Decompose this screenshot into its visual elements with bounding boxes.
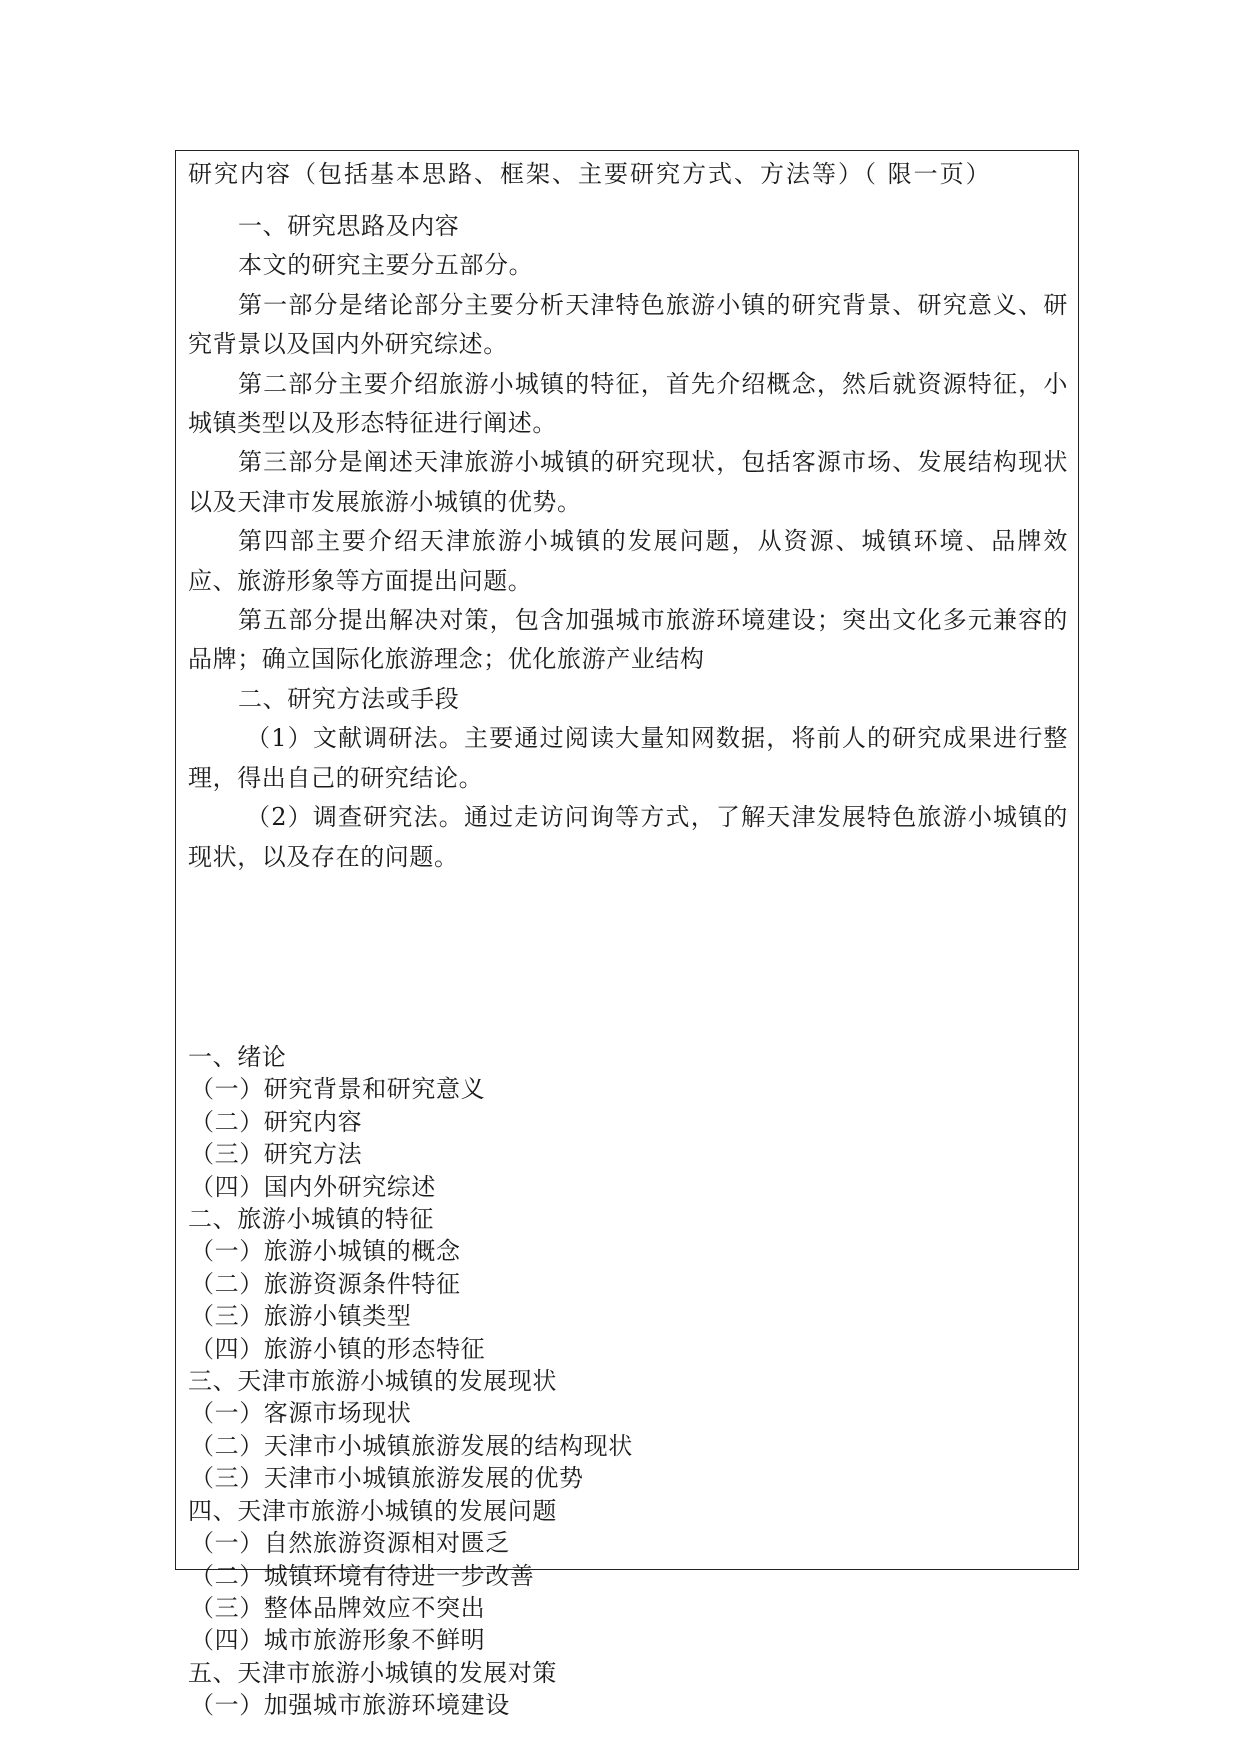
paragraph-part-4: 第四部主要介绍天津旅游小城镇的发展问题，从资源、城镇环境、品牌效应、旅游形象等方面提出问题。 bbox=[188, 527, 1068, 595]
outline-section: （二）研究内容 bbox=[190, 1107, 363, 1136]
paragraph-part-2: 第二部分主要介绍旅游小城镇的特征，首先介绍概念，然后就资源特征，小城镇类型以及形态特征进行阐述。 bbox=[188, 369, 1068, 438]
outline-chapter: 四、天津市旅游小城镇的发展问题 bbox=[188, 1496, 557, 1525]
outline-section: （四）旅游小镇的形态特征 bbox=[190, 1334, 486, 1363]
paragraph-part-3: 第三部分是阐述天津旅游小城镇的研究现状，包括客源市场、发展结构现状以及天津市发展旅游小城镇的优势。 bbox=[188, 448, 1068, 516]
thesis-outline bbox=[188, 1041, 1068, 1722]
document-table-cell bbox=[175, 150, 1079, 1720]
outline-chapter: 一、绪论 bbox=[188, 1043, 287, 1071]
outline-section: （二）天津市小城镇旅游发展的结构现状 bbox=[190, 1431, 633, 1460]
paragraph-heading-2: 二、研究方法或手段 bbox=[238, 684, 460, 713]
outline-section: （三）天津市小城镇旅游发展的优势 bbox=[190, 1464, 584, 1493]
outline-chapter: 五、天津市旅游小城镇的发展对策 bbox=[188, 1658, 557, 1687]
paragraph-method-2: （2）调查研究法。通过走访问询等方式，了解天津发展特色旅游小城镇的现状，以及存在的问题。 bbox=[188, 803, 1068, 871]
paragraph-method-1: （1）文献调研法。主要通过阅读大量知网数据，将前人的研究成果进行整理，得出自己的研究结论。 bbox=[188, 724, 1068, 792]
outline-section: （一）加强城市旅游环境建设 bbox=[190, 1691, 510, 1720]
paragraph-part-1: 第一部分是绪论部分主要分析天津特色旅游小镇的研究背景、研究意义、研究背景以及国内外研究综述。 bbox=[188, 290, 1068, 359]
outline-section: （四）国内外研究综述 bbox=[190, 1172, 436, 1201]
outline-section: （一）旅游小城镇的概念 bbox=[190, 1237, 461, 1266]
research-content-body bbox=[188, 207, 1068, 877]
outline-section: （一）客源市场现状 bbox=[190, 1399, 412, 1428]
outline-chapter: 三、天津市旅游小城镇的发展现状 bbox=[188, 1367, 557, 1396]
paragraph-intro: 本文的研究主要分五部分。 bbox=[238, 251, 534, 280]
outline-section: （三）旅游小镇类型 bbox=[190, 1302, 412, 1331]
outline-section: （一）自然旅游资源相对匮乏 bbox=[190, 1529, 510, 1558]
outline-section: （一）研究背景和研究意义 bbox=[190, 1075, 486, 1104]
outline-section: （三）整体品牌效应不突出 bbox=[190, 1593, 486, 1622]
outline-section: （三）研究方法 bbox=[190, 1140, 363, 1169]
outline-section: （二）旅游资源条件特征 bbox=[190, 1269, 461, 1298]
outline-section: （四）城市旅游形象不鲜明 bbox=[190, 1626, 486, 1655]
paragraph-part-5: 第五部分提出解决对策，包含加强城市旅游环境建设；突出文化多元兼容的品牌；确立国际化旅游理念；优化旅游产业结构 bbox=[188, 606, 1068, 674]
section-header: 研究内容（包括基本思路、框架、主要研究方式、方法等）（ 限一页） bbox=[188, 160, 992, 188]
paragraph-heading-1: 一、研究思路及内容 bbox=[238, 212, 460, 240]
outline-section: （二）城镇环境有待进一步改善 bbox=[190, 1561, 535, 1590]
outline-chapter: 二、旅游小城镇的特征 bbox=[188, 1205, 434, 1234]
